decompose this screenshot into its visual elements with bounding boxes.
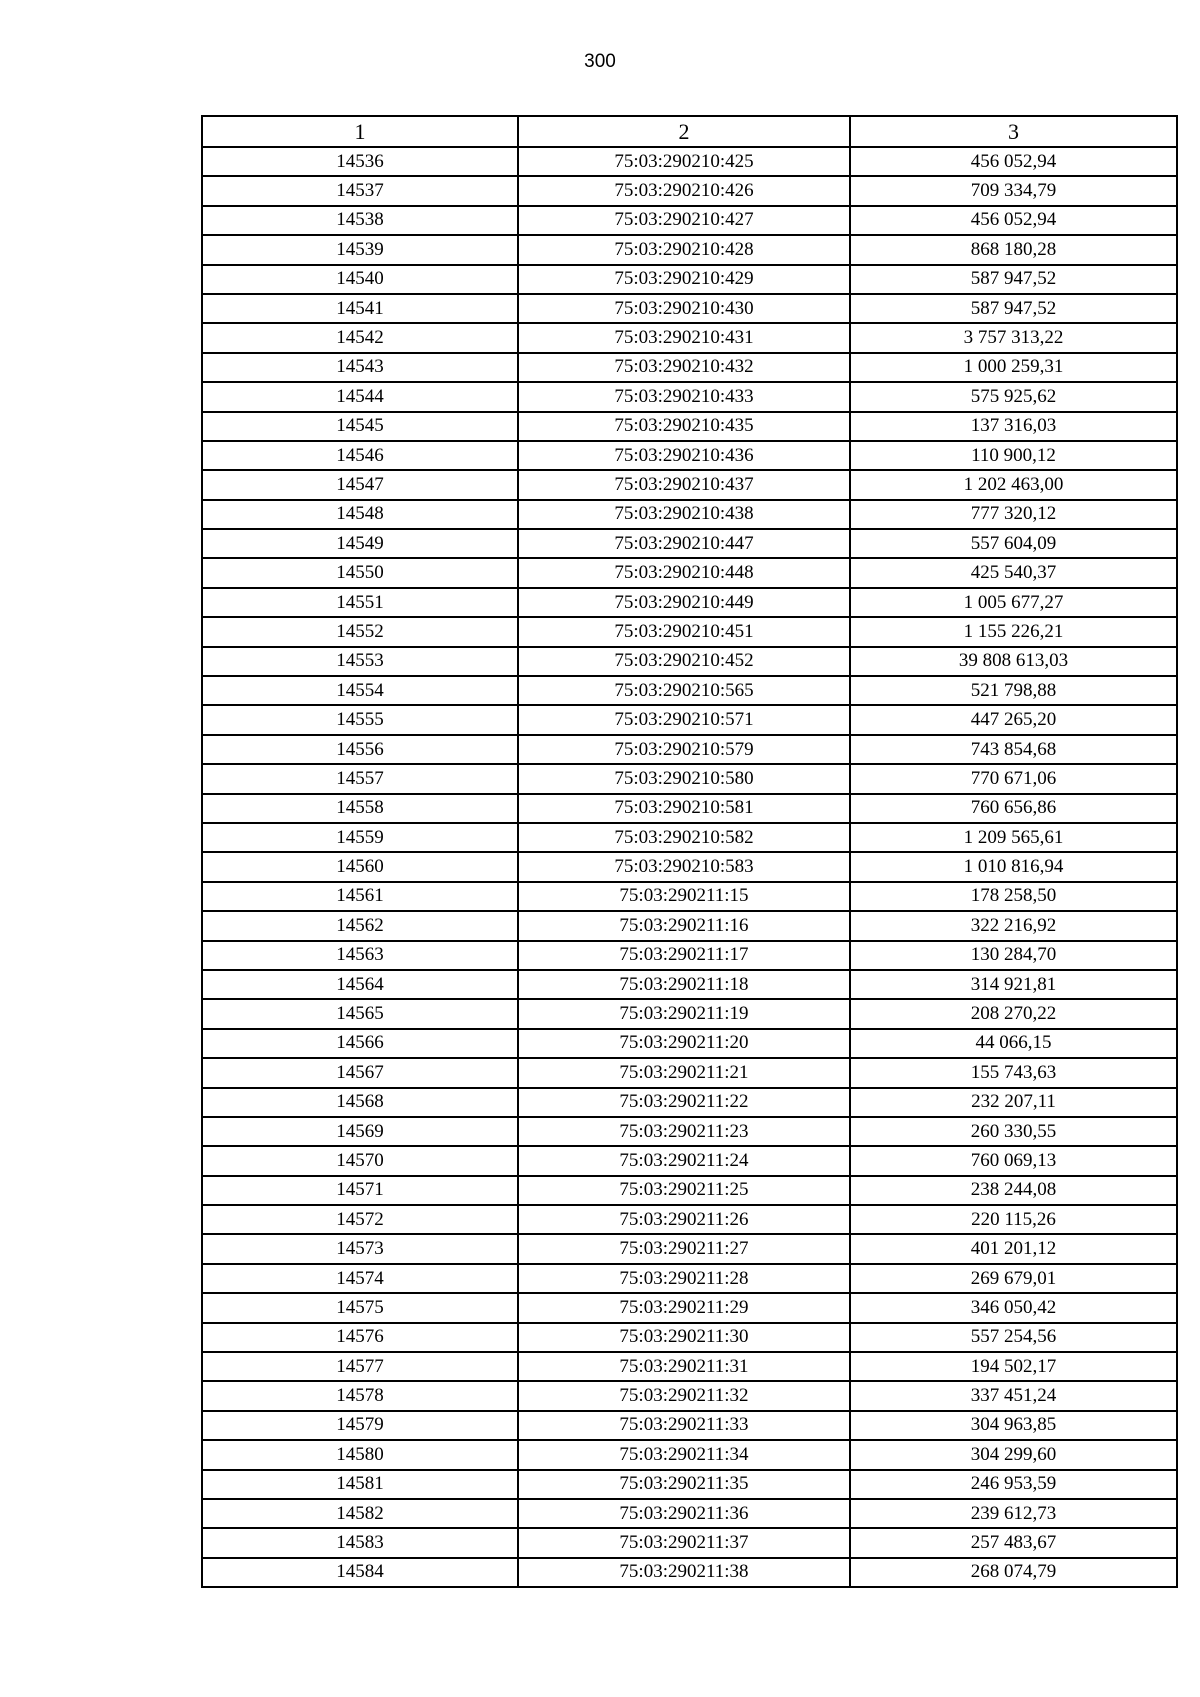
row-number-cell: 14566 xyxy=(202,1029,518,1058)
value-cell: 557 604,09 xyxy=(850,529,1177,558)
table-row xyxy=(202,1088,1177,1117)
table-row xyxy=(202,353,1177,382)
value-cell: 760 656,86 xyxy=(850,794,1177,823)
cadastral-number-cell: 75:03:290210:451 xyxy=(518,617,850,646)
cadastral-number-cell: 75:03:290210:435 xyxy=(518,412,850,441)
row-number-cell: 14557 xyxy=(202,764,518,793)
cadastral-number-cell: 75:03:290210:427 xyxy=(518,206,850,235)
table-row xyxy=(202,294,1177,323)
row-number-cell: 14580 xyxy=(202,1440,518,1469)
row-number-cell: 14553 xyxy=(202,647,518,676)
value-cell: 1 005 677,27 xyxy=(850,588,1177,617)
table-row xyxy=(202,794,1177,823)
row-number-cell: 14542 xyxy=(202,323,518,352)
table-row xyxy=(202,1117,1177,1146)
value-cell: 587 947,52 xyxy=(850,294,1177,323)
table-row xyxy=(202,1499,1177,1528)
row-number-cell: 14564 xyxy=(202,970,518,999)
row-number-cell: 14573 xyxy=(202,1234,518,1263)
row-number-cell: 14555 xyxy=(202,705,518,734)
table-row xyxy=(202,441,1177,470)
value-cell: 257 483,67 xyxy=(850,1528,1177,1557)
table-row xyxy=(202,412,1177,441)
value-cell: 238 244,08 xyxy=(850,1176,1177,1205)
row-number-cell: 14537 xyxy=(202,176,518,205)
value-cell: 314 921,81 xyxy=(850,970,1177,999)
row-number-cell: 14571 xyxy=(202,1176,518,1205)
cadastral-number-cell: 75:03:290211:23 xyxy=(518,1117,850,1146)
table-row xyxy=(202,999,1177,1028)
value-cell: 346 050,42 xyxy=(850,1293,1177,1322)
value-cell: 456 052,94 xyxy=(850,147,1177,176)
cadastral-number-cell: 75:03:290210:436 xyxy=(518,441,850,470)
cadastral-number-cell: 75:03:290210:430 xyxy=(518,294,850,323)
cadastral-number-cell: 75:03:290211:35 xyxy=(518,1470,850,1499)
cadastral-number-cell: 75:03:290211:15 xyxy=(518,882,850,911)
table-row xyxy=(202,735,1177,764)
table-header xyxy=(202,116,1177,147)
cadastral-number-cell: 75:03:290210:571 xyxy=(518,705,850,734)
row-number-cell: 14562 xyxy=(202,911,518,940)
cadastral-number-cell: 75:03:290210:425 xyxy=(518,147,850,176)
table-row xyxy=(202,206,1177,235)
cadastral-number-cell: 75:03:290211:32 xyxy=(518,1381,850,1410)
table-row xyxy=(202,882,1177,911)
row-number-cell: 14559 xyxy=(202,823,518,852)
row-number-cell: 14582 xyxy=(202,1499,518,1528)
value-cell: 260 330,55 xyxy=(850,1117,1177,1146)
row-number-cell: 14561 xyxy=(202,882,518,911)
value-cell: 868 180,28 xyxy=(850,235,1177,264)
table-row xyxy=(202,588,1177,617)
cadastral-number-cell: 75:03:290210:582 xyxy=(518,823,850,852)
row-number-cell: 14577 xyxy=(202,1352,518,1381)
row-number-cell: 14574 xyxy=(202,1264,518,1293)
cadastral-number-cell: 75:03:290211:20 xyxy=(518,1029,850,1058)
cadastral-number-cell: 75:03:290211:38 xyxy=(518,1558,850,1587)
value-cell: 268 074,79 xyxy=(850,1558,1177,1587)
cadastral-number-cell: 75:03:290211:30 xyxy=(518,1323,850,1352)
row-number-cell: 14567 xyxy=(202,1058,518,1087)
table-row xyxy=(202,1440,1177,1469)
cadastral-number-cell: 75:03:290210:428 xyxy=(518,235,850,264)
row-number-cell: 14551 xyxy=(202,588,518,617)
value-cell: 447 265,20 xyxy=(850,705,1177,734)
row-number-cell: 14576 xyxy=(202,1323,518,1352)
table-row xyxy=(202,617,1177,646)
table-row xyxy=(202,382,1177,411)
cadastral-number-cell: 75:03:290211:34 xyxy=(518,1440,850,1469)
row-number-cell: 14552 xyxy=(202,617,518,646)
cadastral-number-cell: 75:03:290211:31 xyxy=(518,1352,850,1381)
value-cell: 3 757 313,22 xyxy=(850,323,1177,352)
row-number-cell: 14556 xyxy=(202,735,518,764)
row-number-cell: 14543 xyxy=(202,353,518,382)
value-cell: 304 963,85 xyxy=(850,1411,1177,1440)
table-row xyxy=(202,265,1177,294)
cadastral-number-cell: 75:03:290211:21 xyxy=(518,1058,850,1087)
row-number-cell: 14544 xyxy=(202,382,518,411)
cadastral-number-cell: 75:03:290211:29 xyxy=(518,1293,850,1322)
table-row xyxy=(202,1205,1177,1234)
value-cell: 269 679,01 xyxy=(850,1264,1177,1293)
cadastral-number-cell: 75:03:290210:438 xyxy=(518,500,850,529)
row-number-cell: 14546 xyxy=(202,441,518,470)
table-row xyxy=(202,705,1177,734)
column-header-3: 3 xyxy=(850,116,1177,147)
row-number-cell: 14549 xyxy=(202,529,518,558)
cadastral-number-cell: 75:03:290211:37 xyxy=(518,1528,850,1557)
cadastral-number-cell: 75:03:290211:33 xyxy=(518,1411,850,1440)
table-row xyxy=(202,1470,1177,1499)
value-cell: 770 671,06 xyxy=(850,764,1177,793)
table-row xyxy=(202,1058,1177,1087)
value-cell: 1 202 463,00 xyxy=(850,470,1177,499)
table-row xyxy=(202,147,1177,176)
table-row xyxy=(202,176,1177,205)
table-row xyxy=(202,1176,1177,1205)
value-cell: 1 209 565,61 xyxy=(850,823,1177,852)
cadastral-number-cell: 75:03:290211:17 xyxy=(518,941,850,970)
row-number-cell: 14545 xyxy=(202,412,518,441)
cadastral-number-cell: 75:03:290210:452 xyxy=(518,647,850,676)
cadastral-number-cell: 75:03:290210:581 xyxy=(518,794,850,823)
cadastral-number-cell: 75:03:290211:26 xyxy=(518,1205,850,1234)
value-cell: 304 299,60 xyxy=(850,1440,1177,1469)
column-header-2: 2 xyxy=(518,116,850,147)
cadastral-number-cell: 75:03:290211:16 xyxy=(518,911,850,940)
table-row xyxy=(202,1323,1177,1352)
table-row xyxy=(202,323,1177,352)
cadastral-number-cell: 75:03:290211:36 xyxy=(518,1499,850,1528)
table-row xyxy=(202,1146,1177,1175)
cadastral-number-cell: 75:03:290210:449 xyxy=(518,588,850,617)
row-number-cell: 14584 xyxy=(202,1558,518,1587)
cadastral-number-cell: 75:03:290211:25 xyxy=(518,1176,850,1205)
value-cell: 456 052,94 xyxy=(850,206,1177,235)
value-cell: 709 334,79 xyxy=(850,176,1177,205)
value-cell: 575 925,62 xyxy=(850,382,1177,411)
value-cell: 155 743,63 xyxy=(850,1058,1177,1087)
value-cell: 777 320,12 xyxy=(850,500,1177,529)
cadastral-number-cell: 75:03:290210:432 xyxy=(518,353,850,382)
cadastral-number-cell: 75:03:290210:433 xyxy=(518,382,850,411)
table-row xyxy=(202,529,1177,558)
row-number-cell: 14538 xyxy=(202,206,518,235)
row-number-cell: 14581 xyxy=(202,1470,518,1499)
table-row xyxy=(202,1411,1177,1440)
value-cell: 137 316,03 xyxy=(850,412,1177,441)
cadastral-number-cell: 75:03:290211:27 xyxy=(518,1234,850,1263)
table-row xyxy=(202,1528,1177,1557)
cadastral-number-cell: 75:03:290210:447 xyxy=(518,529,850,558)
cadastral-number-cell: 75:03:290211:18 xyxy=(518,970,850,999)
registry-table xyxy=(201,115,1178,1588)
cadastral-number-cell: 75:03:290210:426 xyxy=(518,176,850,205)
table-row xyxy=(202,970,1177,999)
value-cell: 1 000 259,31 xyxy=(850,353,1177,382)
table-row xyxy=(202,911,1177,940)
row-number-cell: 14560 xyxy=(202,852,518,881)
table-row xyxy=(202,647,1177,676)
row-number-cell: 14568 xyxy=(202,1088,518,1117)
table-row xyxy=(202,1264,1177,1293)
cadastral-number-cell: 75:03:290211:22 xyxy=(518,1088,850,1117)
page-number: 300 xyxy=(584,51,616,72)
column-header-1: 1 xyxy=(202,116,518,147)
cadastral-number-cell: 75:03:290210:448 xyxy=(518,558,850,587)
table-row xyxy=(202,676,1177,705)
table-row xyxy=(202,1381,1177,1410)
value-cell: 401 201,12 xyxy=(850,1234,1177,1263)
row-number-cell: 14570 xyxy=(202,1146,518,1175)
cadastral-number-cell: 75:03:290210:579 xyxy=(518,735,850,764)
row-number-cell: 14578 xyxy=(202,1381,518,1410)
table-row xyxy=(202,470,1177,499)
value-cell: 557 254,56 xyxy=(850,1323,1177,1352)
value-cell: 220 115,26 xyxy=(850,1205,1177,1234)
table-row xyxy=(202,852,1177,881)
row-number-cell: 14569 xyxy=(202,1117,518,1146)
table-row xyxy=(202,764,1177,793)
value-cell: 130 284,70 xyxy=(850,941,1177,970)
value-cell: 1 155 226,21 xyxy=(850,617,1177,646)
row-number-cell: 14572 xyxy=(202,1205,518,1234)
row-number-cell: 14579 xyxy=(202,1411,518,1440)
row-number-cell: 14563 xyxy=(202,941,518,970)
cadastral-number-cell: 75:03:290210:583 xyxy=(518,852,850,881)
table-row xyxy=(202,941,1177,970)
value-cell: 194 502,17 xyxy=(850,1352,1177,1381)
value-cell: 337 451,24 xyxy=(850,1381,1177,1410)
table-row xyxy=(202,235,1177,264)
value-cell: 178 258,50 xyxy=(850,882,1177,911)
value-cell: 39 808 613,03 xyxy=(850,647,1177,676)
row-number-cell: 14547 xyxy=(202,470,518,499)
cadastral-number-cell: 75:03:290210:565 xyxy=(518,676,850,705)
header-row xyxy=(202,116,1177,147)
value-cell: 232 207,11 xyxy=(850,1088,1177,1117)
value-cell: 743 854,68 xyxy=(850,735,1177,764)
row-number-cell: 14548 xyxy=(202,500,518,529)
value-cell: 246 953,59 xyxy=(850,1470,1177,1499)
table-row xyxy=(202,823,1177,852)
row-number-cell: 14536 xyxy=(202,147,518,176)
cadastral-number-cell: 75:03:290210:429 xyxy=(518,265,850,294)
cadastral-number-cell: 75:03:290211:28 xyxy=(518,1264,850,1293)
value-cell: 425 540,37 xyxy=(850,558,1177,587)
value-cell: 322 216,92 xyxy=(850,911,1177,940)
value-cell: 587 947,52 xyxy=(850,265,1177,294)
row-number-cell: 14539 xyxy=(202,235,518,264)
value-cell: 239 612,73 xyxy=(850,1499,1177,1528)
value-cell: 44 066,15 xyxy=(850,1029,1177,1058)
row-number-cell: 14541 xyxy=(202,294,518,323)
value-cell: 521 798,88 xyxy=(850,676,1177,705)
value-cell: 760 069,13 xyxy=(850,1146,1177,1175)
row-number-cell: 14554 xyxy=(202,676,518,705)
cadastral-number-cell: 75:03:290211:19 xyxy=(518,999,850,1028)
cadastral-number-cell: 75:03:290210:437 xyxy=(518,470,850,499)
cadastral-number-cell: 75:03:290210:431 xyxy=(518,323,850,352)
cadastral-number-cell: 75:03:290210:580 xyxy=(518,764,850,793)
value-cell: 208 270,22 xyxy=(850,999,1177,1028)
row-number-cell: 14550 xyxy=(202,558,518,587)
row-number-cell: 14583 xyxy=(202,1528,518,1557)
row-number-cell: 14565 xyxy=(202,999,518,1028)
row-number-cell: 14575 xyxy=(202,1293,518,1322)
cadastral-number-cell: 75:03:290211:24 xyxy=(518,1146,850,1175)
row-number-cell: 14558 xyxy=(202,794,518,823)
table-row xyxy=(202,1234,1177,1263)
table-row xyxy=(202,500,1177,529)
table-body xyxy=(202,147,1177,1587)
table-row xyxy=(202,1293,1177,1322)
table-row xyxy=(202,1558,1177,1587)
table-row xyxy=(202,558,1177,587)
table-row xyxy=(202,1352,1177,1381)
value-cell: 1 010 816,94 xyxy=(850,852,1177,881)
value-cell: 110 900,12 xyxy=(850,441,1177,470)
table-row xyxy=(202,1029,1177,1058)
row-number-cell: 14540 xyxy=(202,265,518,294)
